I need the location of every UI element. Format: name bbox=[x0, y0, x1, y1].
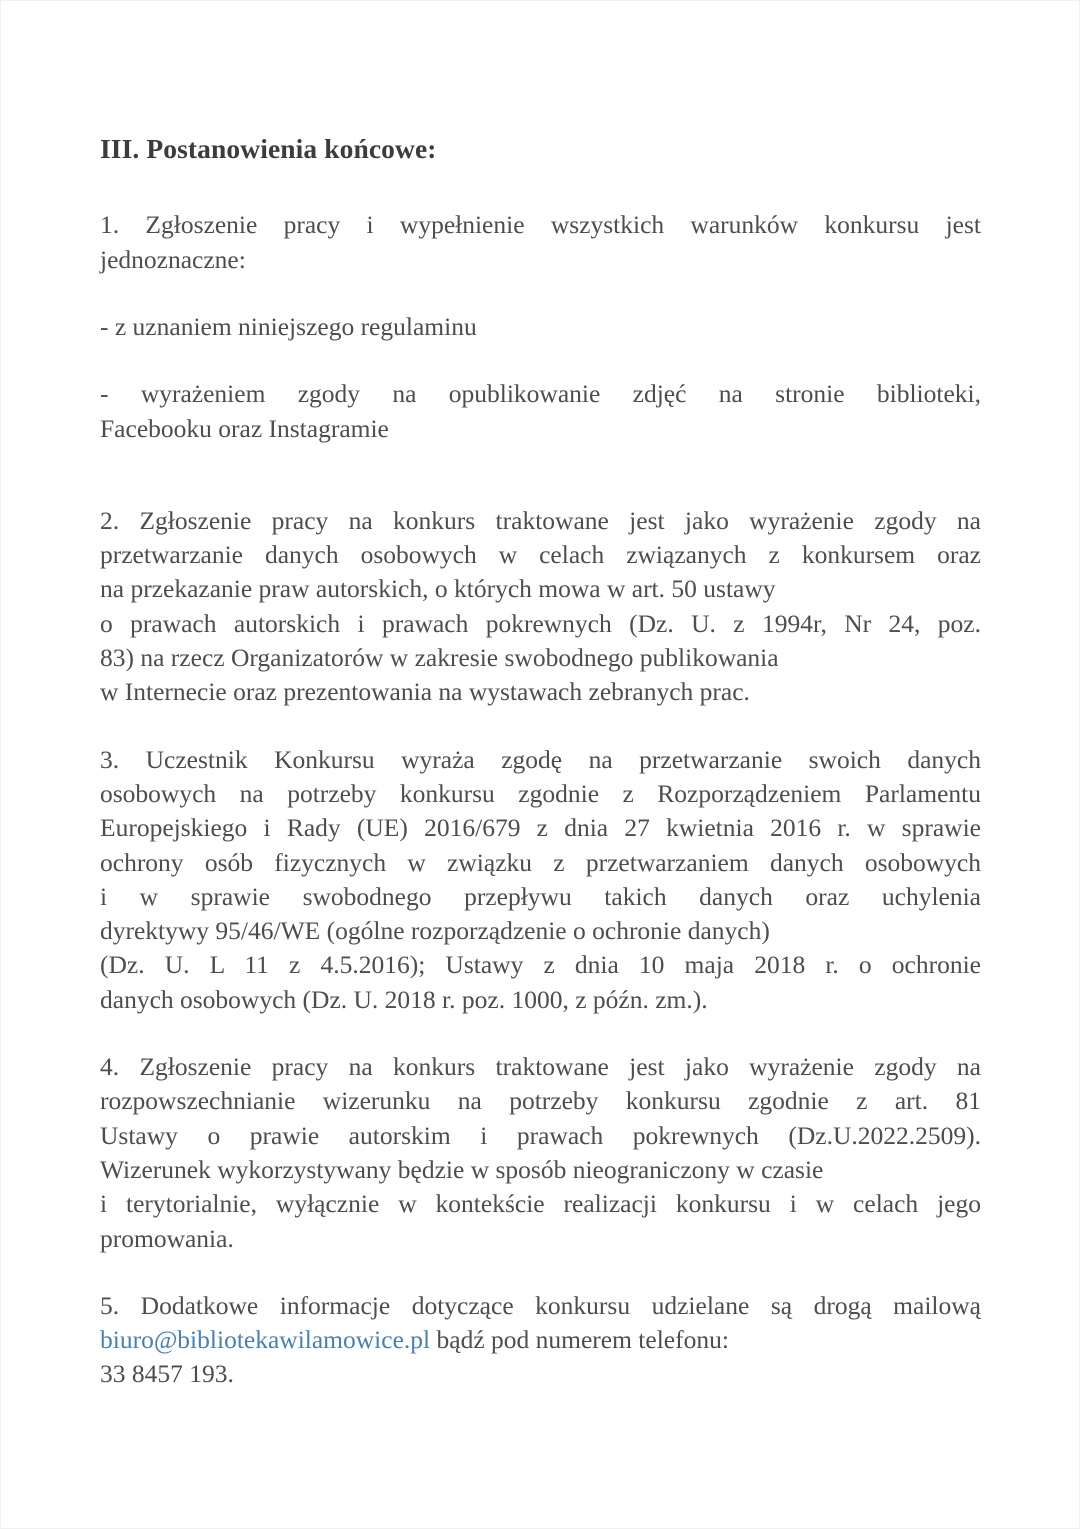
paragraph-1-line-2: jednoznaczne: bbox=[100, 244, 246, 274]
paragraph-4-line-2: rozpowszechnianie wizerunku na potrzeby konkursu zgodnie z art. 81 bbox=[100, 1086, 981, 1116]
paragraph-2-line-3: na przekazanie praw autorskich, o których mowa w art. 50 ustawy bbox=[100, 574, 776, 604]
bullet-item-1 bbox=[100, 310, 981, 344]
paragraph-4 bbox=[100, 1050, 981, 1256]
paragraph-4-line-6: promowania. bbox=[100, 1223, 234, 1253]
paragraph-5-line-2-suffix: bądź pod numerem telefonu: bbox=[430, 1325, 729, 1355]
paragraph-2-line-2: przetwarzanie danych osobowych w celach związanych z konkursem oraz bbox=[100, 540, 981, 570]
paragraph-5-line-2 bbox=[100, 1323, 981, 1357]
paragraph-3-line-1: 3. Uczestnik Konkursu wyraża zgodę na przetwarzanie swoich danych bbox=[100, 744, 981, 774]
paragraph-1 bbox=[100, 208, 981, 277]
paragraph-3-line-4: ochrony osób fizycznych w związku z przetwarzaniem danych osobowych bbox=[100, 847, 981, 877]
paragraph-4-line-4: Wizerunek wykorzystywany będzie w sposób nieograniczony w czasie bbox=[100, 1154, 824, 1184]
paragraph-2-line-5: 83) na rzecz Organizatorów w zakresie swobodnego publikowania bbox=[100, 643, 779, 673]
email-link[interactable]: biuro@bibliotekawilamowice.pl bbox=[100, 1325, 431, 1355]
paragraph-4-line-1: 4. Zgłoszenie pracy na konkurs traktowane jest jako wyrażenie zgody na bbox=[100, 1052, 981, 1082]
paragraph-5-line-3: 33 8457 193. bbox=[100, 1359, 234, 1389]
paragraph-5 bbox=[100, 1289, 981, 1392]
document-content bbox=[100, 132, 981, 1425]
paragraph-5-line-1: 5. Dodatkowe informacje dotyczące konkursu udzielane są drogą mailową bbox=[100, 1290, 981, 1320]
paragraph-2-line-6: w Internecie oraz prezentowania na wystawach zebranych prac. bbox=[100, 677, 750, 707]
paragraph-1-line-1: 1. Zgłoszenie pracy i wypełnienie wszystkich warunków konkursu jest bbox=[100, 210, 981, 240]
bullet-item-2 bbox=[100, 377, 981, 446]
paragraph-3-line-5: i w sprawie swobodnego przepływu takich danych oraz uchylenia bbox=[100, 881, 981, 911]
paragraph-3-line-2: osobowych na potrzeby konkursu zgodnie z Rozporządzeniem Parlamentu bbox=[100, 778, 981, 808]
bullet-item-1-text: - z uznaniem niniejszego regulaminu bbox=[100, 311, 477, 341]
paragraph-3-line-8: danych osobowych (Dz. U. 2018 r. poz. 1000, z późn. zm.). bbox=[100, 984, 708, 1014]
paragraph-3-line-7: (Dz. U. L 11 z 4.5.2016); Ustawy z dnia 10 maja 2018 r. o ochronie bbox=[100, 950, 981, 980]
paragraph-3-line-3: Europejskiego i Rady (UE) 2016/679 z dnia 27 kwietnia 2016 r. w sprawie bbox=[100, 813, 981, 843]
page-title: III. Postanowienia końcowe: bbox=[100, 133, 437, 164]
bullet-item-2-line-2: Facebooku oraz Instagramie bbox=[100, 413, 389, 443]
paragraph-2 bbox=[100, 504, 981, 710]
bullet-item-2-line-1: - wyrażeniem zgody na opublikowanie zdjęć na stronie biblioteki, bbox=[100, 379, 981, 409]
paragraph-4-line-3: Ustawy o prawie autorskim i prawach pokrewnych (Dz.U.2022.2509). bbox=[100, 1120, 981, 1150]
paragraph-3-line-6: dyrektywy 95/46/WE (ogólne rozporządzenie o ochronie danych) bbox=[100, 916, 770, 946]
paragraph-2-line-1: 2. Zgłoszenie pracy na konkurs traktowane jest jako wyrażenie zgody na bbox=[100, 505, 981, 535]
paragraph-3 bbox=[100, 743, 981, 1017]
paragraph-2-line-4: o prawach autorskich i prawach pokrewnych (Dz. U. z 1994r, Nr 24, poz. bbox=[100, 608, 981, 638]
paragraph-4-line-5: i terytorialnie, wyłącznie w kontekście realizacji konkursu i w celach jego bbox=[100, 1189, 981, 1219]
